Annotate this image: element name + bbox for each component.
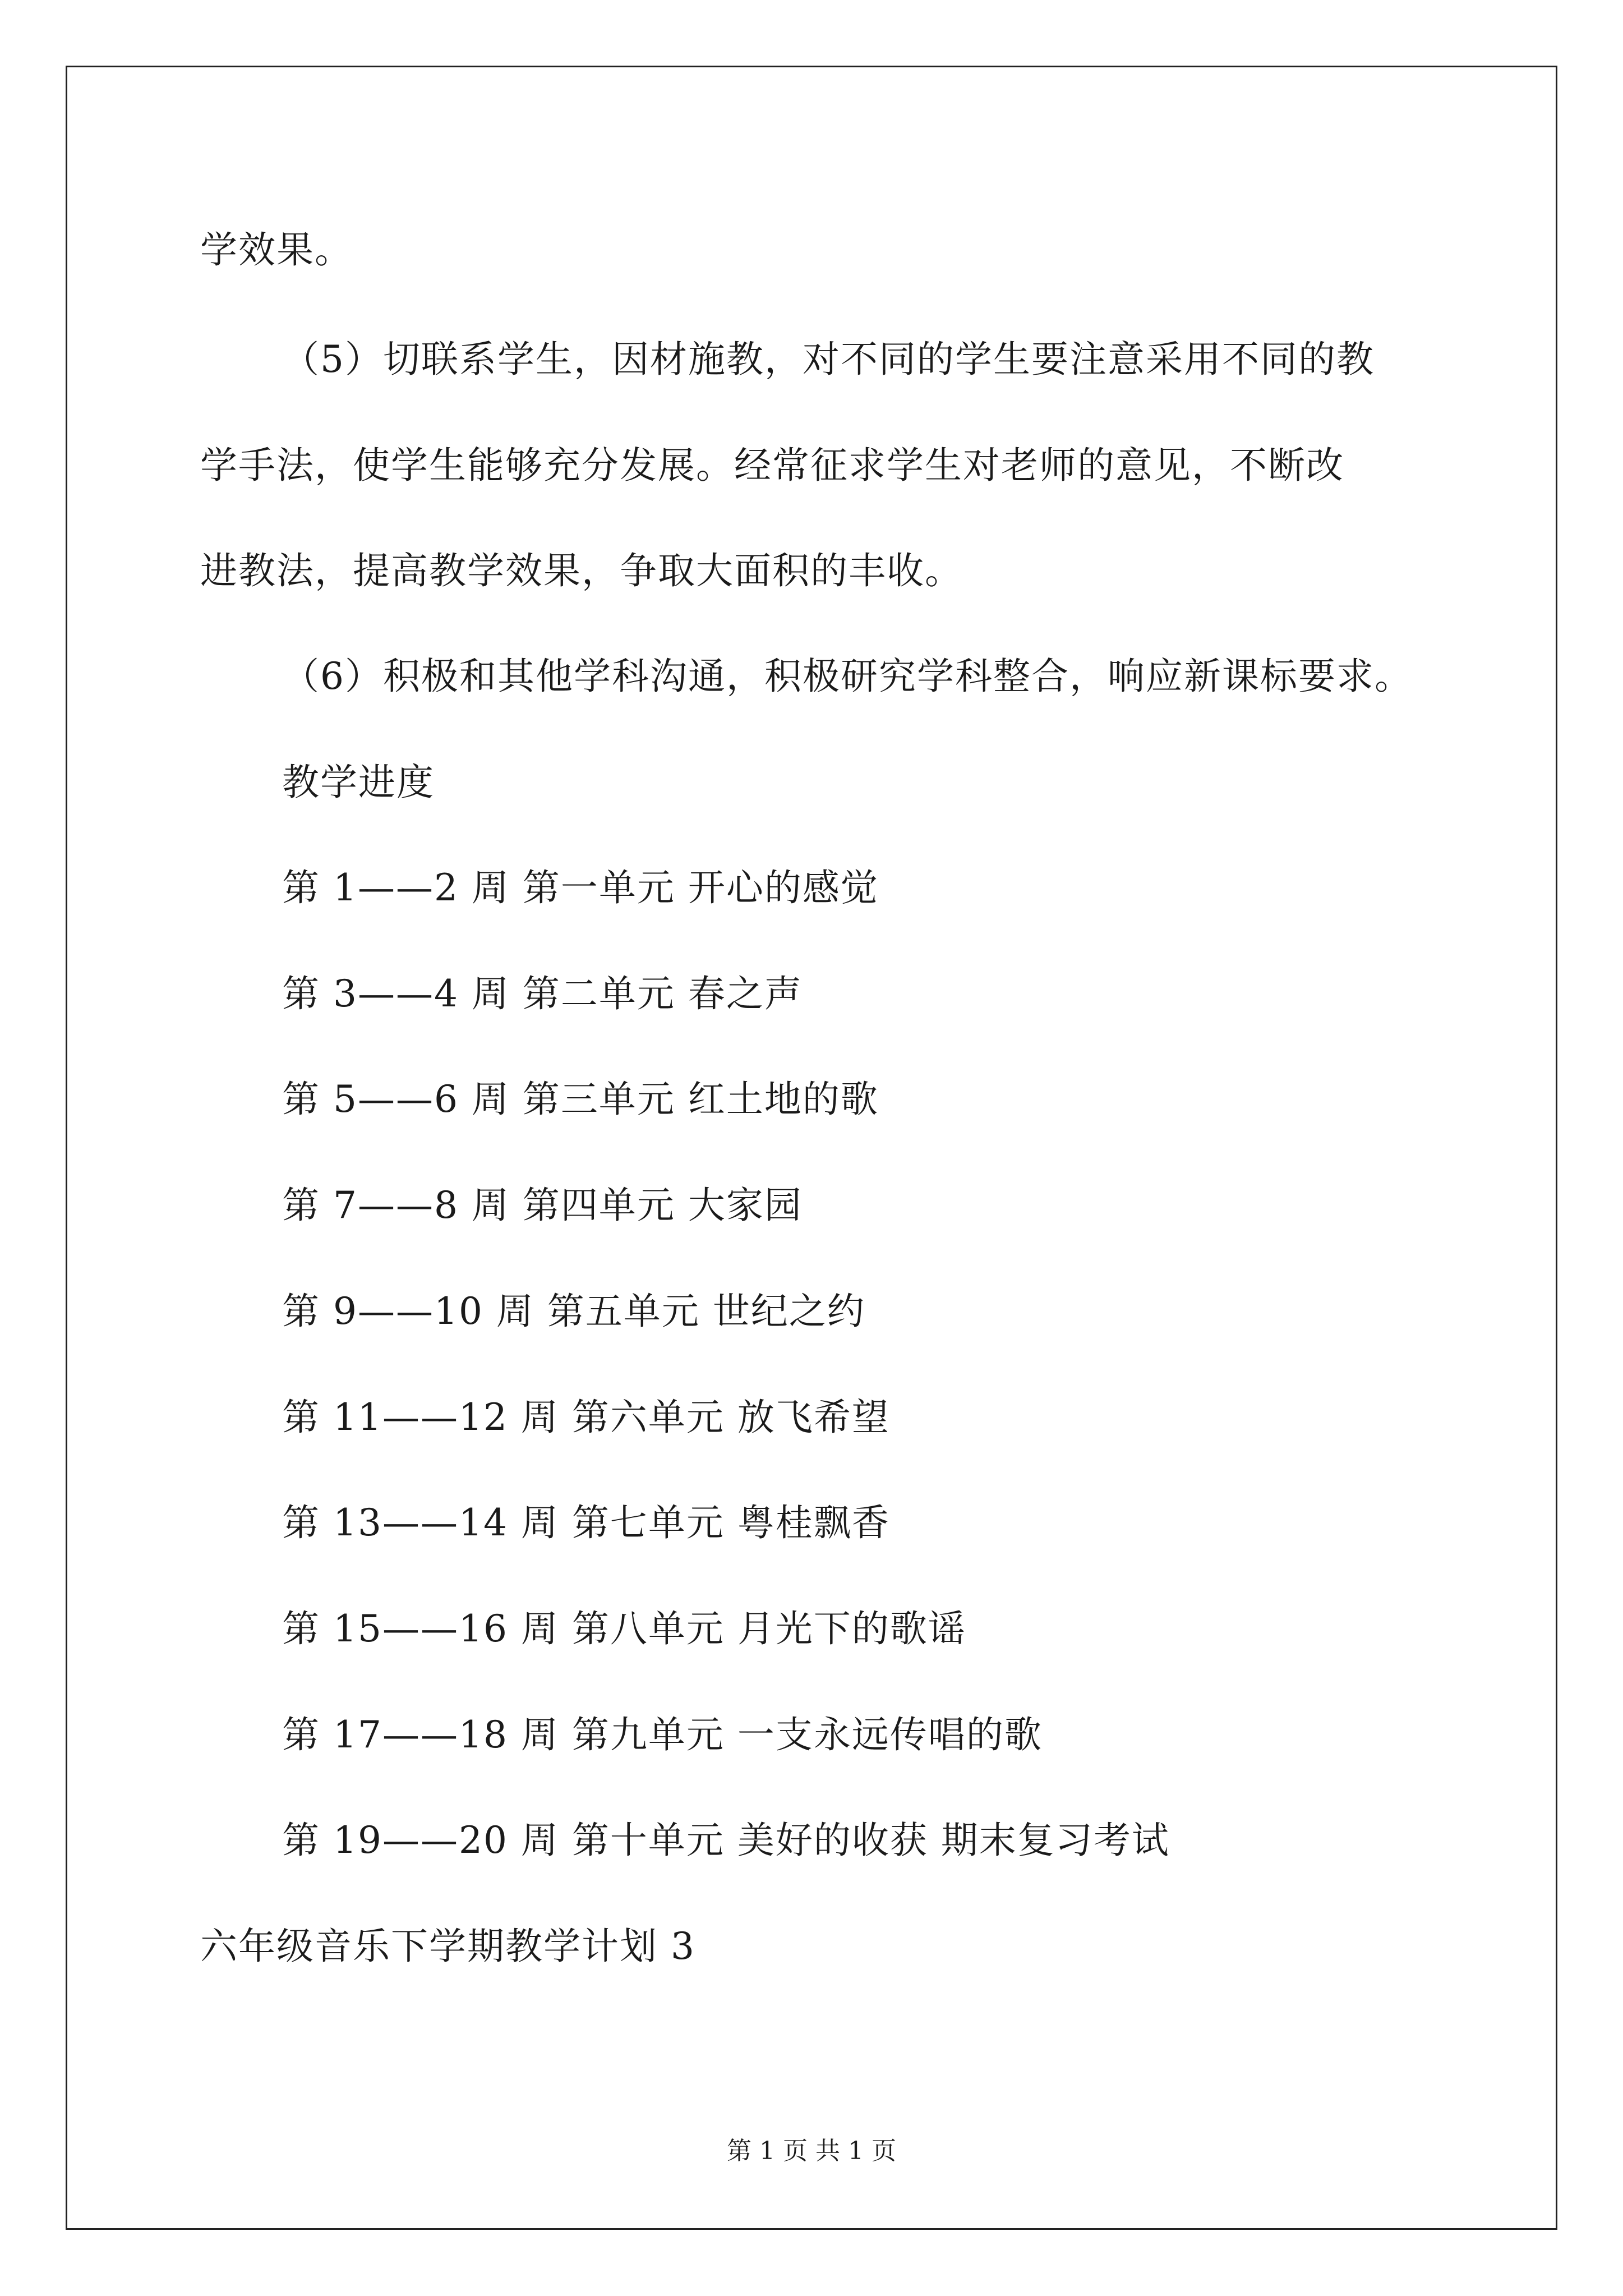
- schedule-item: 第 5——6 周 第三单元 红土地的歌: [282, 1078, 879, 1121]
- schedule-item: 第 13——14 周 第七单元 粤桂飘香: [282, 1501, 890, 1544]
- paragraph-line: （5）切联系学生，因材施教，对不同的学生要注意采用不同的教: [282, 338, 1375, 381]
- paragraph-line: （6）积极和其他学科沟通，积极研究学科整合，响应新课标要求。: [282, 655, 1413, 698]
- schedule-item: 第 7——8 周 第四单元 大家园: [282, 1184, 803, 1227]
- schedule-item: 第 9——10 周 第五单元 世纪之约: [282, 1290, 865, 1333]
- page-border: [66, 66, 1557, 2230]
- schedule-item: 第 11——12 周 第六单元 放飞希望: [282, 1396, 890, 1439]
- schedule-item: 第 17——18 周 第九单元 一支永远传唱的歌: [282, 1713, 1043, 1756]
- paragraph-line: 学手法，使学生能够充分发展。经常征求学生对老师的意见，不断改: [200, 444, 1344, 487]
- section-heading: 教学进度: [282, 761, 435, 804]
- schedule-item: 第 15——16 周 第八单元 月光下的歌谣: [282, 1607, 966, 1650]
- schedule-item: 第 1——2 周 第一单元 开心的感觉: [282, 866, 879, 909]
- paragraph-line: 进教法，提高教学效果，争取大面积的丰收。: [200, 549, 963, 592]
- schedule-item: 第 3——4 周 第二单元 春之声: [282, 972, 803, 1015]
- schedule-item: 第 19——20 周 第十单元 美好的收获 期末复习考试: [282, 1819, 1170, 1862]
- next-section-title: 六年级音乐下学期教学计划 3: [200, 1925, 695, 1968]
- paragraph-line: 学效果。: [200, 228, 353, 272]
- page-footer: 第 1 页 共 1 页: [727, 2137, 896, 2165]
